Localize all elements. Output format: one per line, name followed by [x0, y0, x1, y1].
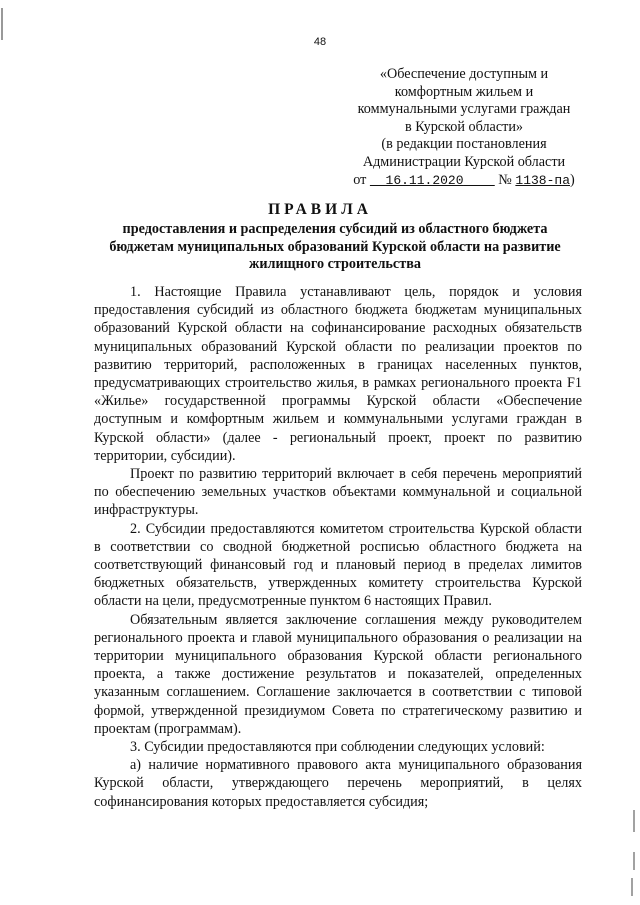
- paragraph: Обязательным является заключение соглашения между руководителем регионального проекта и главой муниципального образования о реализации на территории муниципального образования Курской области регионального проекта, а также достижение результатов и показателей, определенных указанным соглашением. Соглашение заключается в соответствии с типовой формой, утвержденной президиумом Совета по стратегическому развитию и проектам (программам).: [94, 611, 582, 737]
- approval-block: [340, 66, 588, 189]
- approval-number: 1138-па: [515, 172, 570, 188]
- approval-line: комфортным жильем и: [394, 83, 534, 100]
- approval-line: (в редакции постановления: [381, 136, 547, 153]
- subtitle-line: предоставления и распределения субсидий из областного бюджета: [122, 221, 548, 237]
- document-subtitle: [80, 221, 590, 274]
- approval-date: 16.11.2020: [385, 172, 464, 188]
- document-body: [94, 283, 582, 811]
- subtitle-line: бюджетам муниципальных образований Курской области на развитие: [109, 238, 561, 255]
- approval-date-line: от 16.11.2020 № 1138-па): [353, 171, 575, 188]
- paragraph: 1. Настоящие Правила устанавливают цель, порядок и условия предоставления субсидий из областного бюджета бюджетам муниципальных образований Курской области на софинансирование расходных обязательств муниципальных образований Курской области по реализации проектов по развитию территорий, расположенных в границах населенных пунктов, предусматривающих строительство жилья, в рамках регионального проекта F1 «Жилье» государственной программы Курской области «Обеспечение доступным и комфортным жильем и коммунальными услугами граждан в Курской области» (далее - региональный проект, проект по развитию территории, субсидии).: [94, 284, 582, 464]
- paragraph: 3. Субсидии предоставляются при соблюдении следующих условий:: [130, 739, 545, 756]
- document-title: ПРАВИЛА: [268, 201, 372, 218]
- number-prefix: №: [498, 171, 512, 188]
- page-number: 48: [313, 36, 327, 48]
- approval-line: в Курской области»: [404, 118, 524, 135]
- paragraph: Проект по развитию территорий включает в себя перечень мероприятий по обеспечению земельных участков объектами коммунальной и социальной инфраструктуры.: [94, 466, 582, 519]
- date-prefix: от: [353, 171, 367, 188]
- approval-line: Администрации Курской области: [362, 153, 566, 170]
- approval-line: коммунальными услугами граждан: [357, 101, 571, 118]
- subtitle-line: жилищного строительства: [249, 256, 421, 272]
- paragraph: 2. Субсидии предоставляются комитетом строительства Курской области в соответствии со сводной бюджетной росписью областного бюджета на соответствующий финансовый год и плановый период в пределах лимитов бюджетных обязательств, утвержденных комитету строительства Курской области на цели, предусмотренные пунктом 6 настоящих Правил.: [94, 520, 582, 610]
- approval-line: «Обеспечение доступным и: [379, 66, 549, 82]
- scan-edge-mark-right: [628, 800, 640, 900]
- paragraph: а) наличие нормативного правового акта муниципального образования Курской области, утверждающего перечень мероприятий, в целях софинансирования которых предоставляется субсидия;: [94, 757, 582, 810]
